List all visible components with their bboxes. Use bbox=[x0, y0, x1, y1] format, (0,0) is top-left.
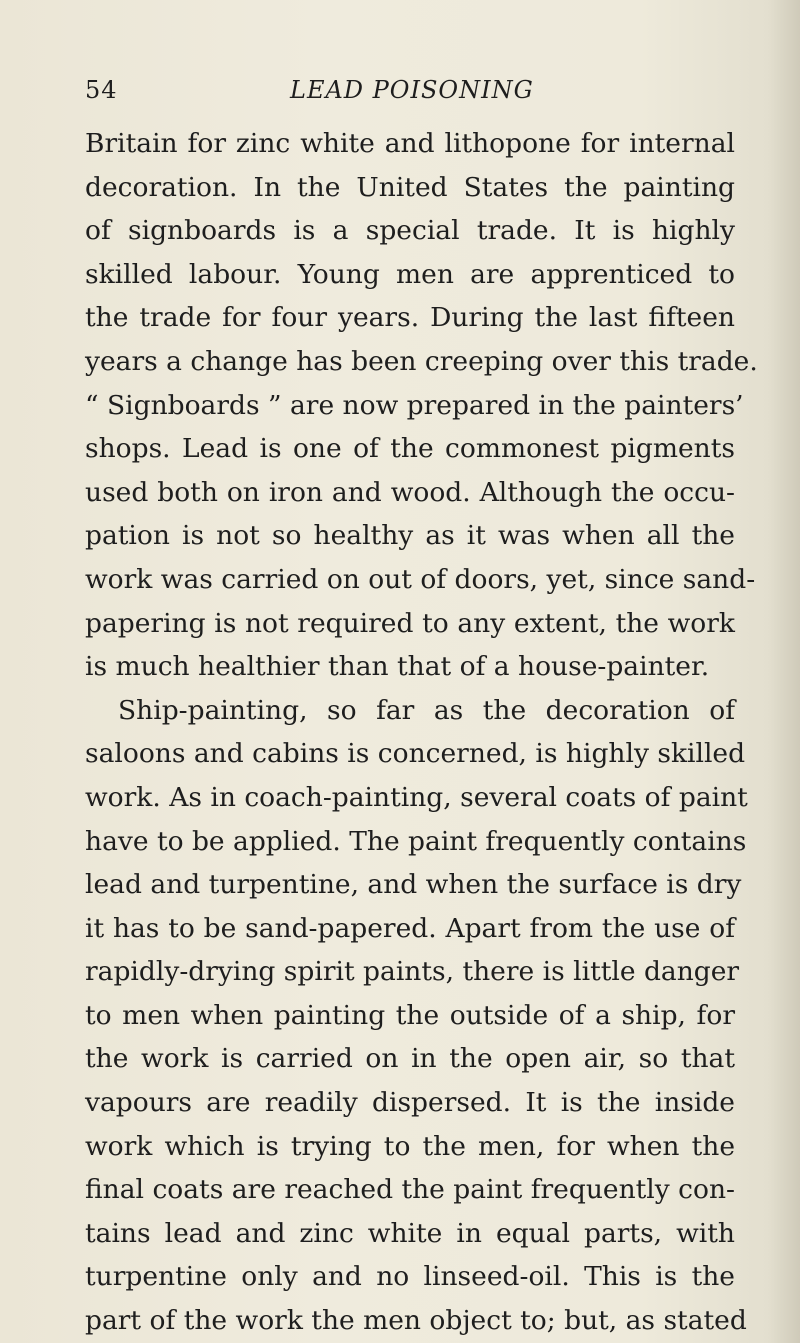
text-line: lead and turpentine, and when the surface is dry bbox=[85, 869, 742, 901]
text-line: of signboards is a special trade. It is highly bbox=[85, 215, 735, 247]
text-line: papering is not required to any extent, the work bbox=[85, 607, 735, 639]
text-line: pation is not so healthy as it was when all the bbox=[85, 520, 735, 552]
text-line: vapours are readily dispersed. It is the inside bbox=[85, 1087, 735, 1119]
text-line: part of the work the men object to; but, as stated bbox=[85, 1305, 747, 1337]
text-line: work. As in coach-painting, several coats of paint bbox=[85, 781, 748, 813]
page-number: 54 bbox=[85, 76, 118, 104]
text-line: saloons and cabins is concerned, is highly skilled bbox=[85, 738, 746, 770]
running-title: LEAD POISONING bbox=[290, 76, 534, 104]
text-line: “ Signboards ” are now prepared in the painters’ bbox=[85, 389, 744, 421]
text-line: turpentine only and no linseed-oil. This is the bbox=[85, 1261, 735, 1293]
text-line: Britain for zinc white and lithopone for internal bbox=[85, 128, 735, 159]
text-line: the work is carried on in the open air, so that bbox=[85, 1043, 735, 1075]
text-line: tains lead and zinc white in equal parts, with bbox=[85, 1217, 735, 1249]
body-text bbox=[85, 122, 758, 1343]
paragraph-first-line: Ship-painting, so far as the decoration of bbox=[118, 694, 735, 726]
running-head bbox=[85, 76, 735, 110]
text-line: rapidly-drying spirit paints, there is little danger bbox=[85, 956, 740, 988]
text-line: work which is trying to the men, for when the bbox=[85, 1130, 735, 1162]
text-line: shops. Lead is one of the commonest pigments bbox=[85, 433, 735, 465]
text-line: years a change has been creeping over this trade. bbox=[85, 345, 758, 377]
text-line: final coats are reached the paint frequently con- bbox=[85, 1174, 735, 1206]
text-line: it has to be sand-papered. Apart from the use of bbox=[85, 912, 735, 944]
text-line: skilled labour. Young men are apprenticed to bbox=[85, 258, 735, 290]
text-line: used both on iron and wood. Although the occu- bbox=[85, 476, 735, 508]
text-line: have to be applied. The paint frequently contains bbox=[85, 825, 747, 857]
text-line: the trade for four years. During the last fifteen bbox=[85, 302, 735, 334]
text-line: work was carried on out of doors, yet, since sand- bbox=[85, 563, 756, 595]
text-line: to men when painting the outside of a ship, for bbox=[85, 999, 735, 1031]
text-line: decoration. In the United States the painting bbox=[85, 171, 735, 203]
text-line: is much healthier than that of a house-painter. bbox=[85, 651, 710, 683]
